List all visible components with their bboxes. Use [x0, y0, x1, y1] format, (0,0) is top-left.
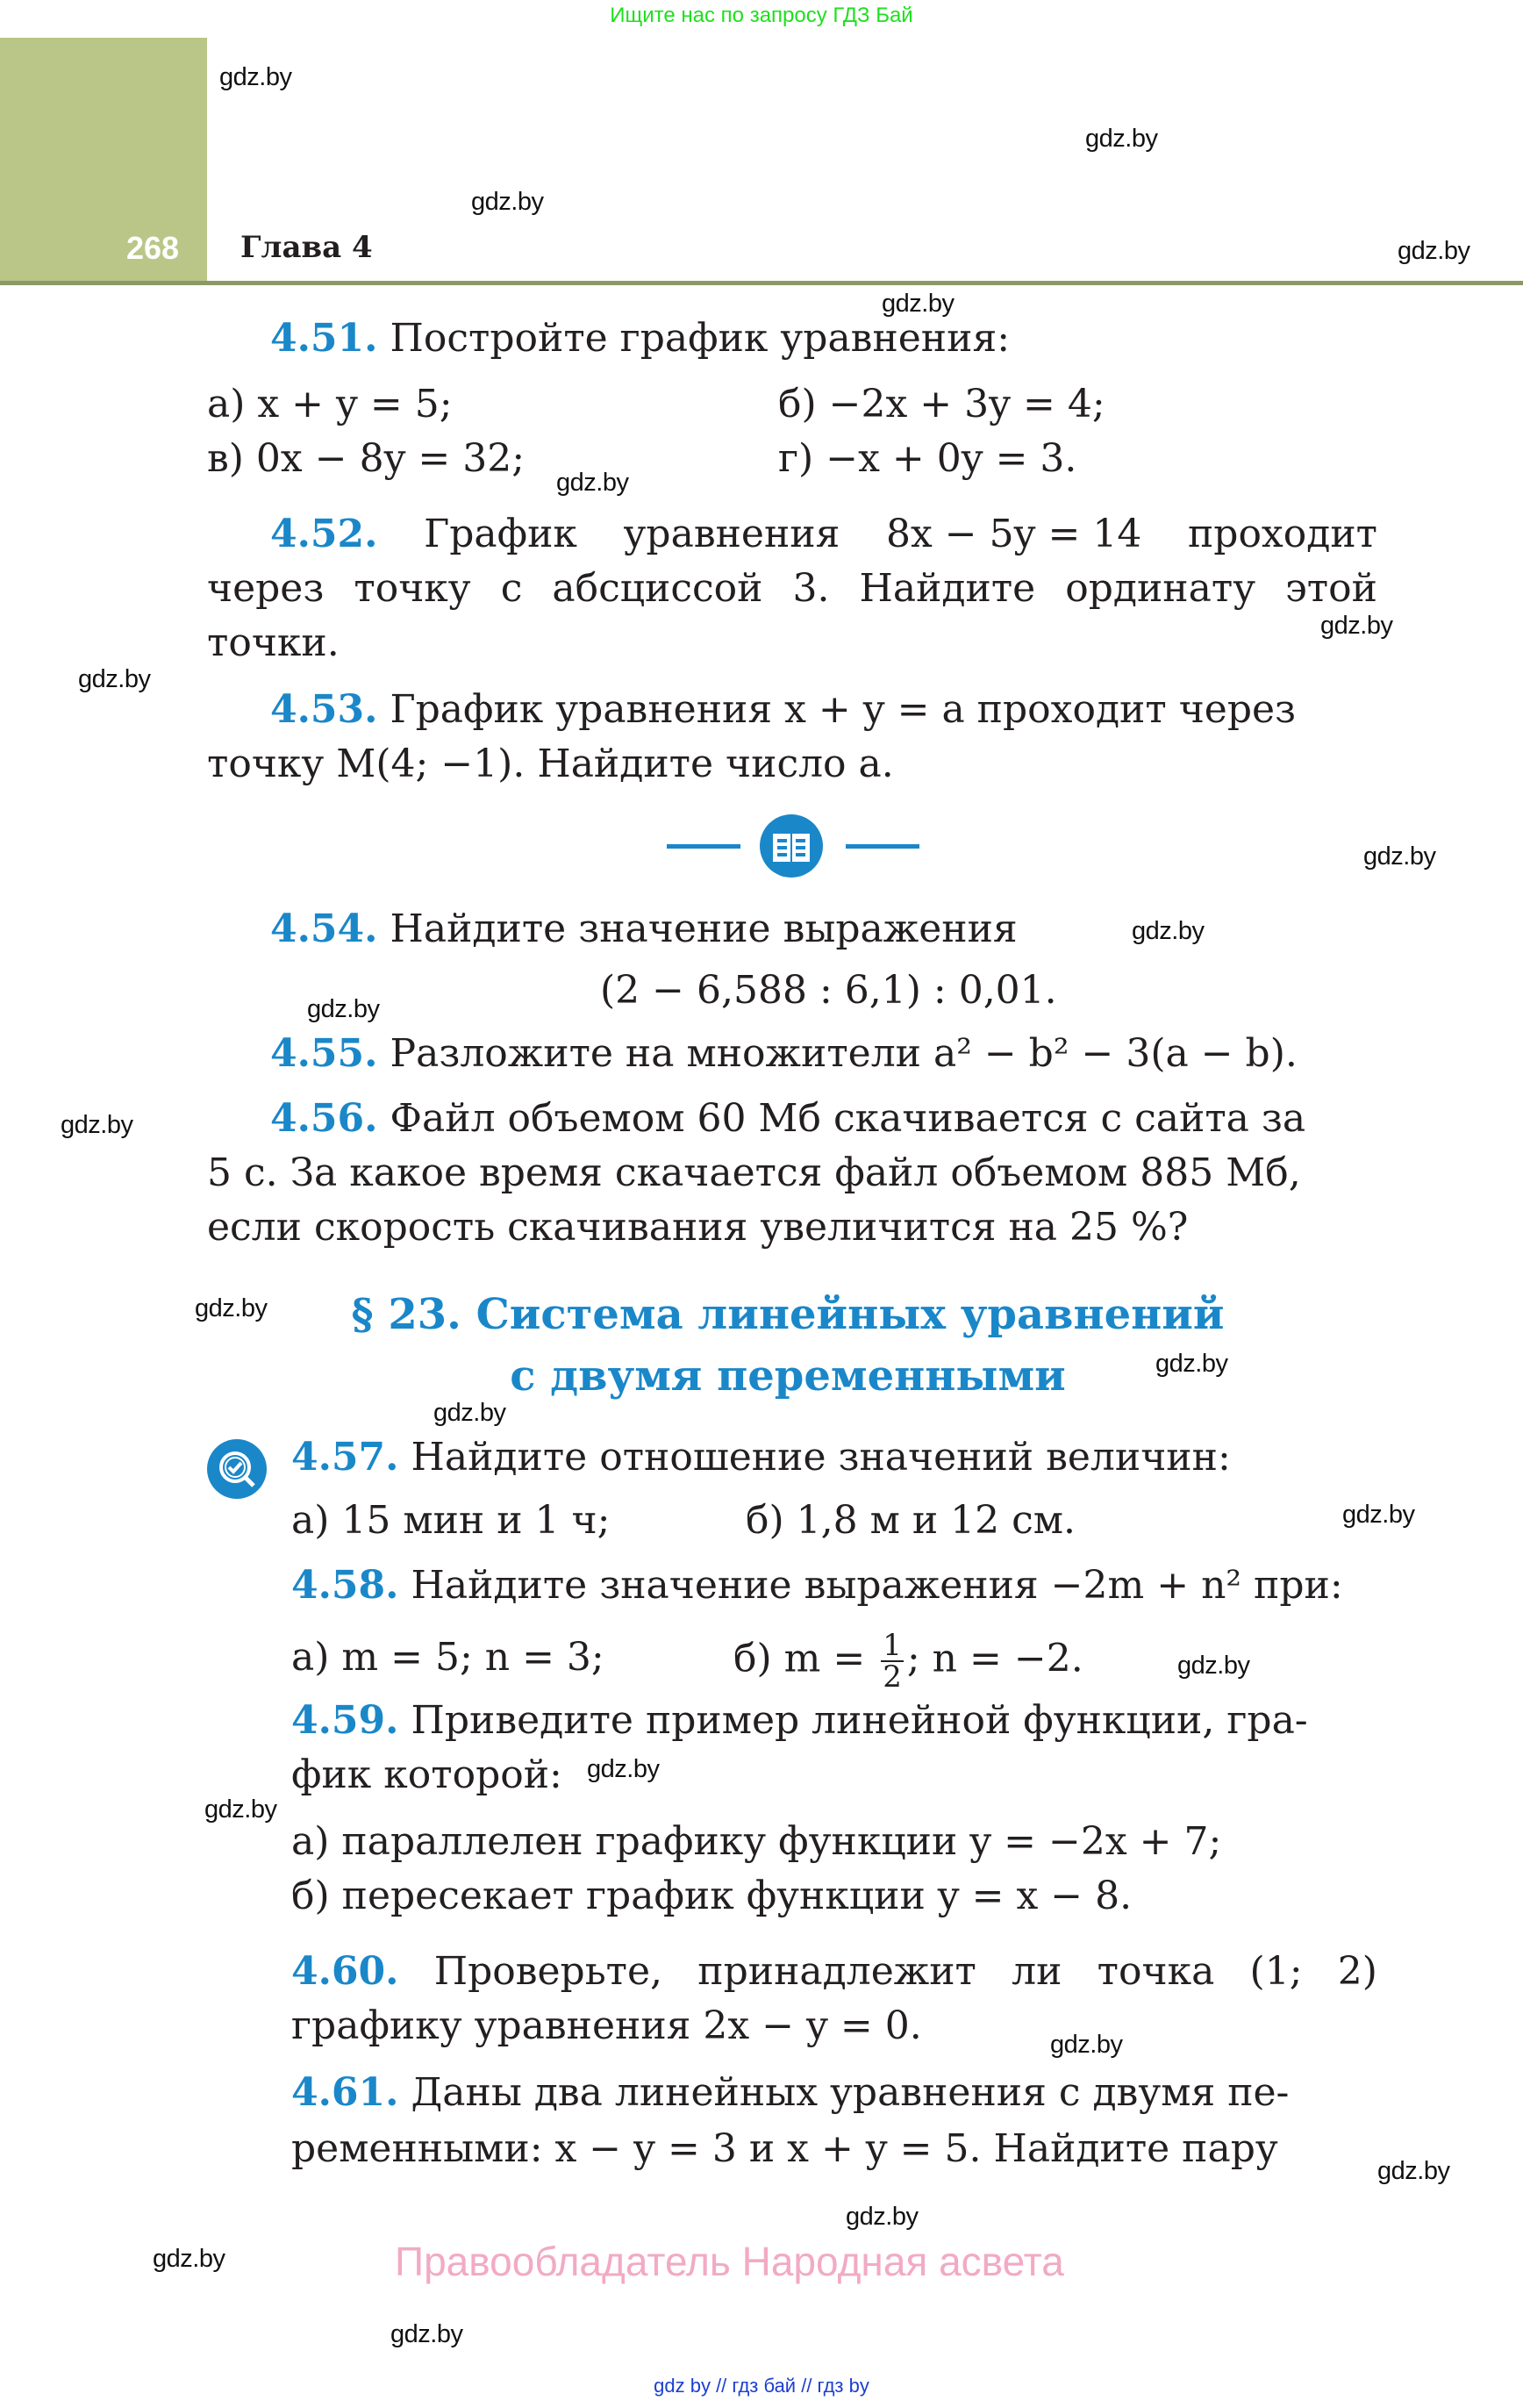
problem-4-53-line1: 4.53. График уравнения x + y = a проходит через [270, 687, 1297, 732]
watermark: gdz.by [61, 1111, 133, 1139]
section-heading-line1: § 23. Система линейных уравнений [351, 1290, 1225, 1339]
fraction: $\frac{1}{2}$ [883, 1628, 902, 1695]
problem-4-59-line2: фик которой: [291, 1752, 562, 1797]
problem-number: 4.51. [270, 316, 378, 361]
problem-4-61-line1: 4.61. Даны два линейных уравнения с двумя пе- [291, 2070, 1290, 2115]
problem-4-60-line2: графику уравнения 2x − y = 0. [291, 2003, 922, 2048]
watermark: gdz.by [219, 63, 292, 91]
problem-text: Постройте график уравнения: [390, 316, 1011, 361]
problem-4-52-line1: 4.52. График уравнения 8x − 5y = 14 проходит [207, 507, 1377, 562]
watermark: gdz.by [587, 1755, 660, 1783]
problem-4-54-expression: (2 − 6,588 : 6,1) : 0,01. [600, 968, 1057, 1013]
copyright-notice: Правообладатель Народная асвета [395, 2239, 1064, 2284]
watermark: gdz.by [1085, 125, 1158, 153]
problem-4-51 [270, 312, 1010, 366]
watermark: gdz.by [433, 1399, 506, 1427]
watermark: gdz.by [1050, 2031, 1123, 2059]
problem-number: 4.54. [270, 907, 378, 951]
problem-4-54: 4.54. Найдите значение выражения [270, 907, 1018, 951]
watermark: gdz.by [307, 995, 380, 1023]
problem-number: 4.56. [270, 1096, 378, 1141]
problem-number: 4.58. [291, 1563, 399, 1608]
problem-4-52-line3: точки. [207, 620, 340, 665]
section-heading-line2: с двумя переменными [510, 1351, 1066, 1401]
self-check-icon [207, 1439, 267, 1499]
problem-4-52-line2: через точку с абсциссой 3. Найдите ординату этой [207, 566, 1377, 611]
chapter-title: Глава 4 [240, 230, 373, 265]
footer-links[interactable]: gdz by // гдз бай // гдз by [654, 2375, 869, 2397]
open-book-icon [760, 814, 823, 878]
problem-4-57-a: а) 15 мин и 1 ч; [291, 1498, 611, 1543]
problem-number: 4.55. [270, 1031, 378, 1076]
problem-4-56-line1: 4.56. Файл объемом 60 Мб скачивается с сайта за [270, 1096, 1306, 1141]
problem-4-51-v: в) 0x − 8y = 32; [207, 436, 526, 481]
watermark: gdz.by [882, 290, 955, 318]
watermark: gdz.by [556, 469, 629, 497]
watermark: gdz.by [1398, 237, 1470, 265]
problem-4-55: 4.55. Разложите на множители a² − b² − 3(a − b). [270, 1031, 1298, 1076]
problem-number: 4.59. [291, 1698, 399, 1743]
watermark: gdz.by [78, 665, 151, 693]
problem-4-61-line2: ременными: x − y = 3 и x + y = 5. Найдите пару [291, 2126, 1278, 2171]
problem-4-58-a: а) m = 5; n = 3; [291, 1635, 604, 1680]
watermark: gdz.by [1320, 612, 1393, 640]
watermark: gdz.by [1377, 2157, 1450, 2185]
problem-number: 4.61. [291, 2070, 399, 2115]
page-number: 268 [126, 230, 180, 266]
header-rule [0, 281, 1523, 285]
watermark: gdz.by [846, 2203, 919, 2231]
watermark: gdz.by [1342, 1501, 1415, 1529]
problem-number: 4.57. [291, 1435, 399, 1480]
watermark: gdz.by [204, 1795, 277, 1824]
problem-4-59-a: а) параллелен графику функции y = −2x + 7; [291, 1819, 1222, 1864]
problem-4-57: 4.57. Найдите отношение значений величин: [291, 1435, 1231, 1480]
watermark: gdz.by [1177, 1652, 1250, 1680]
problem-4-58-b: б) m = $\frac{1}{2}$ ; n = −2. [733, 1628, 1083, 1695]
watermark: gdz.by [1155, 1350, 1228, 1378]
reading-section-divider [667, 814, 930, 878]
divider-line-left [667, 844, 740, 849]
problem-number: 4.52. [270, 512, 378, 556]
problem-4-56-line3: если скорость скачивания увеличится на 25 %? [207, 1205, 1189, 1250]
watermark: gdz.by [195, 1294, 268, 1322]
problem-4-58: 4.58. Найдите значение выражения −2m + n² при: [291, 1563, 1343, 1608]
watermark: gdz.by [471, 188, 544, 216]
problem-number: 4.53. [270, 687, 378, 732]
problem-4-59-line1: 4.59. Приведите пример линейной функции, гра- [291, 1698, 1308, 1743]
watermark: gdz.by [1363, 842, 1436, 871]
divider-line-right [846, 844, 919, 849]
problem-number: 4.60. [291, 1949, 399, 1994]
problem-4-51-a: а) x + y = 5; [207, 382, 453, 426]
problem-4-53-line2: точку M(4; −1). Найдите число a. [207, 742, 894, 786]
watermark: gdz.by [390, 2320, 463, 2348]
problem-4-60-line1: 4.60. Проверьте, принадлежит ли точка (1; 2) [291, 1945, 1377, 1999]
watermark: gdz.by [153, 2245, 225, 2273]
watermark: gdz.by [1132, 917, 1205, 945]
problem-4-51-b: б) −2x + 3y = 4; [778, 382, 1105, 426]
top-search-banner: Ищите нас по запросу ГДЗ Бай [610, 4, 913, 27]
problem-4-57-b: б) 1,8 м и 12 см. [746, 1498, 1076, 1543]
problem-4-56-line2: 5 с. За какое время скачается файл объемом 885 Мб, [207, 1150, 1301, 1195]
problem-4-51-g: г) −x + 0y = 3. [778, 436, 1077, 481]
problem-4-59-b: б) пересекает график функции y = x − 8. [291, 1874, 1133, 1918]
